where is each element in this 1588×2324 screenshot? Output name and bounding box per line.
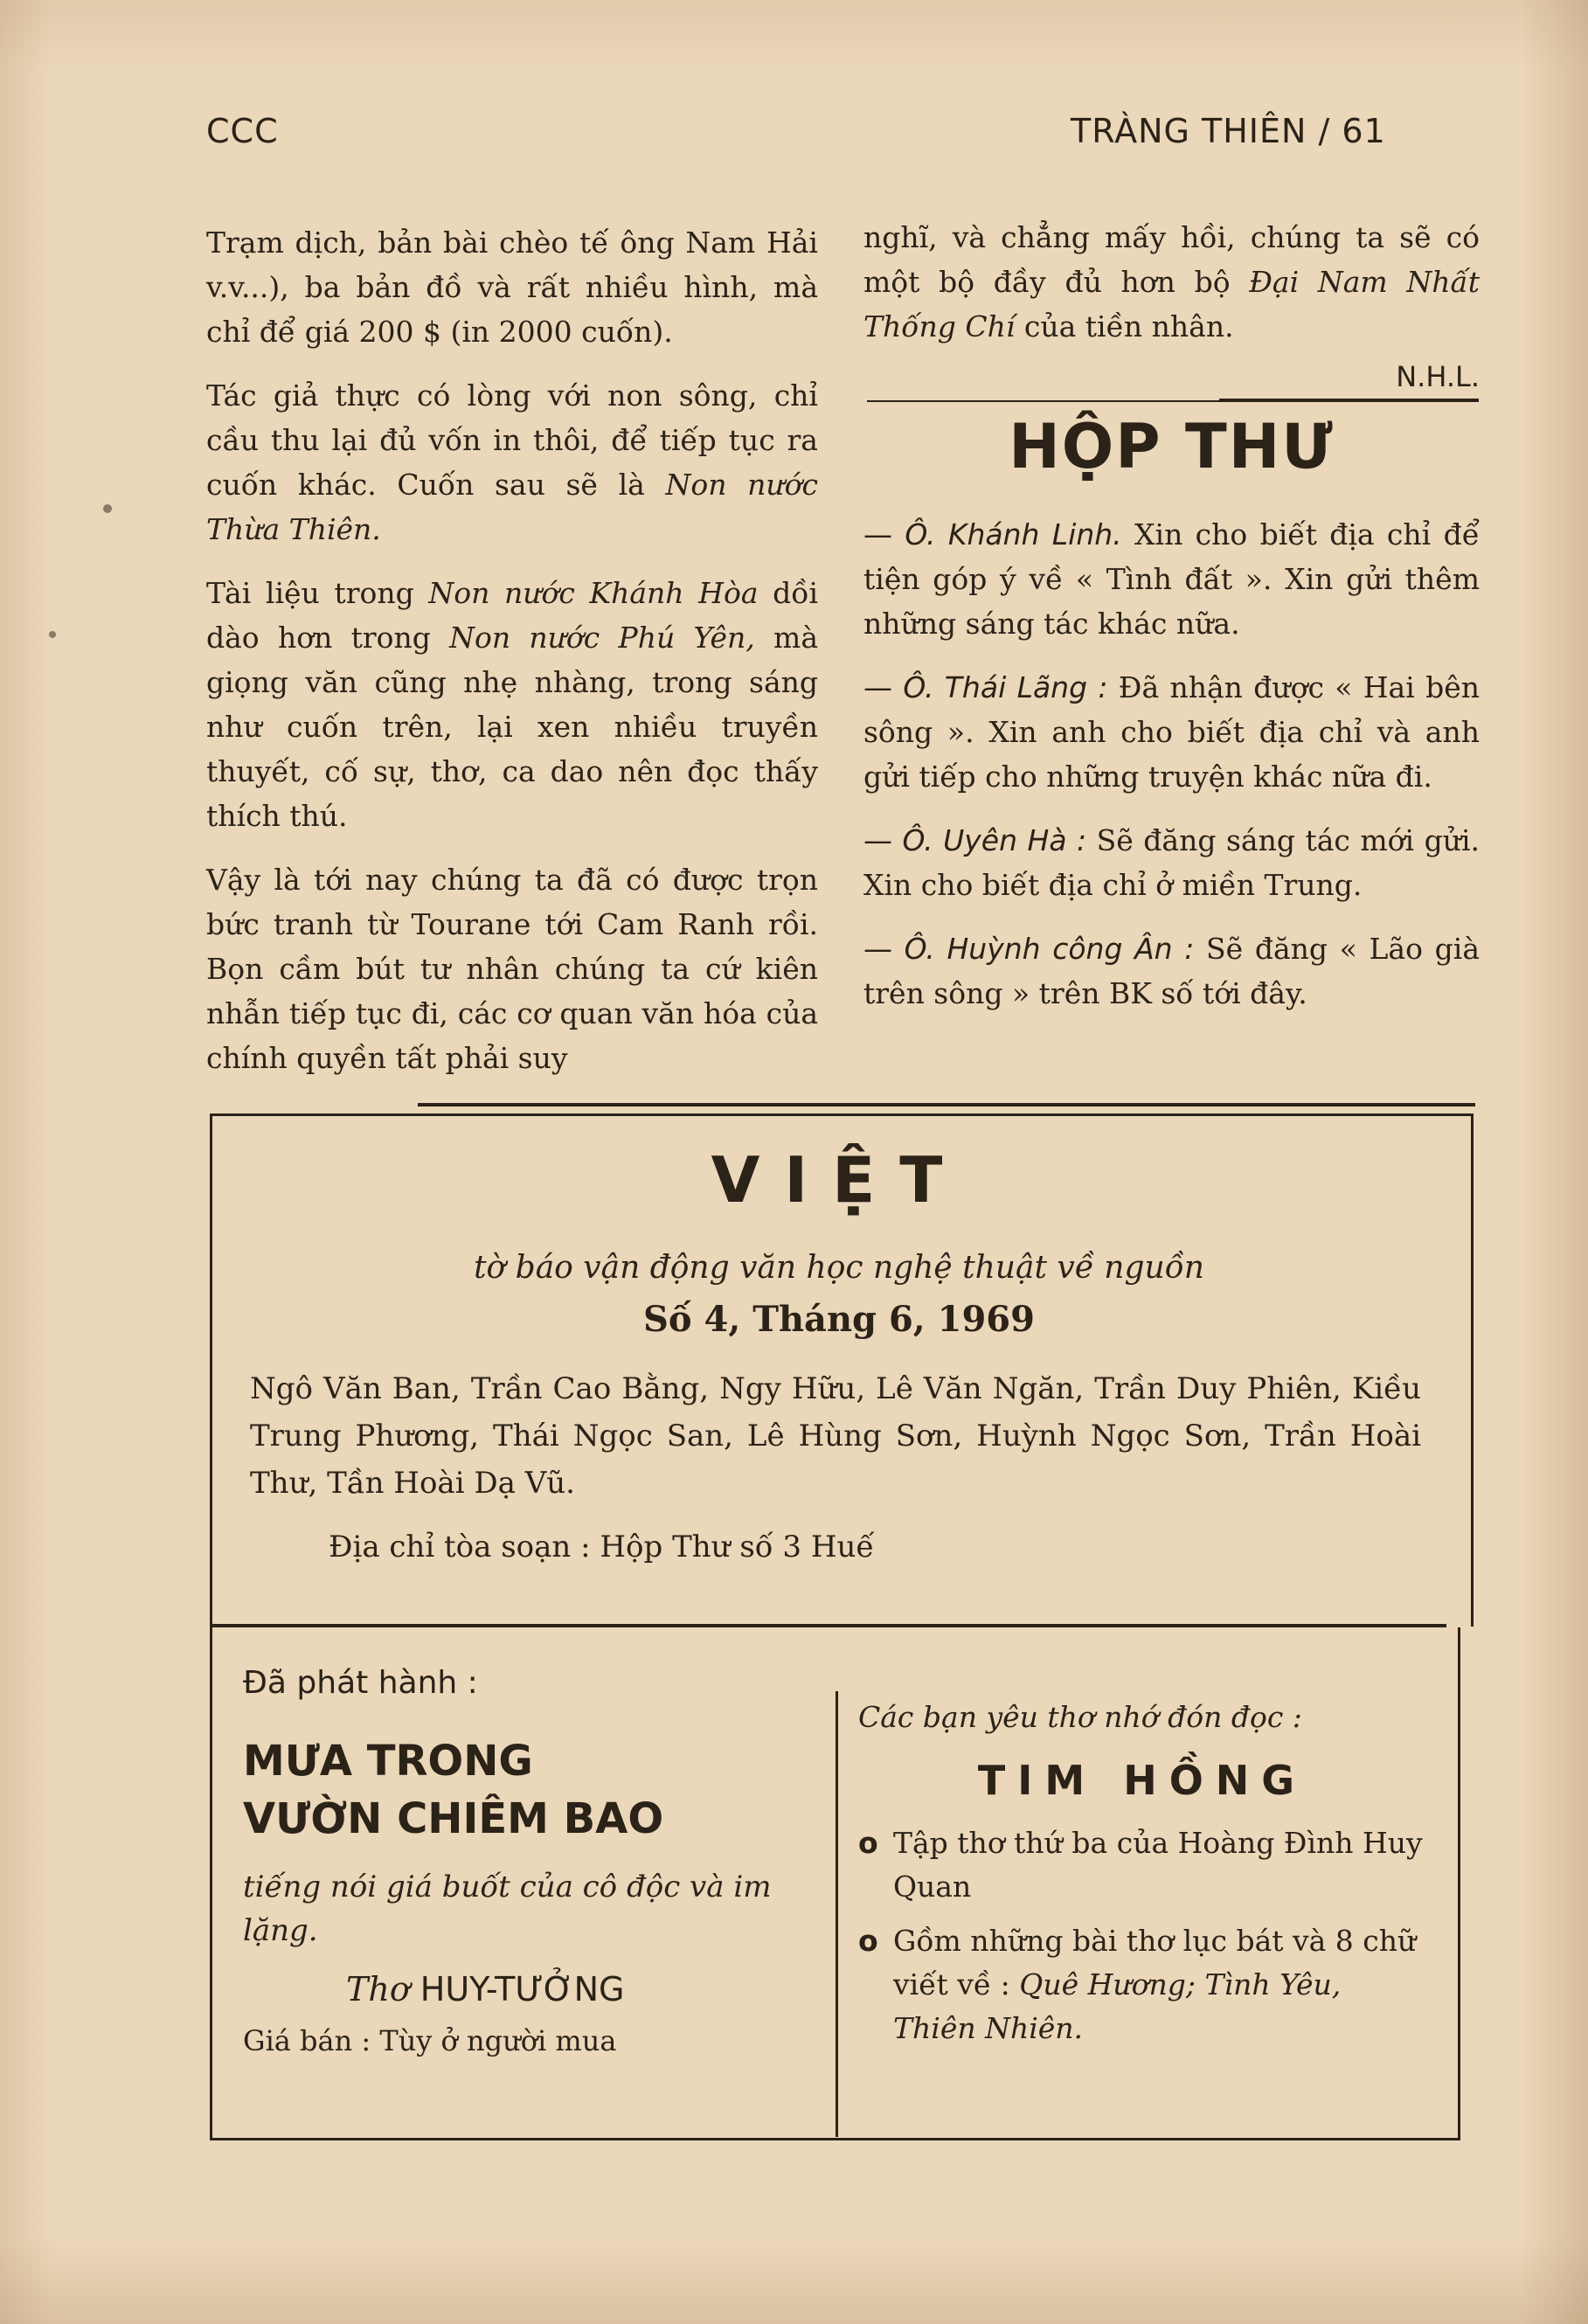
page-header-left: CCC bbox=[206, 112, 279, 150]
book-description: tiếng nói giá buốt của cô độc và im lặng. bbox=[243, 1870, 772, 1948]
poetry-ad bbox=[858, 1700, 1426, 2061]
list-item-text: Tập thơ thứ ba của Hoàng Đình Huy Quan bbox=[893, 1826, 1423, 1904]
entry-recipient-name: Ô. Uyên Hà : bbox=[902, 823, 1087, 857]
right-article-column bbox=[863, 215, 1480, 394]
author-prefix: Thơ bbox=[346, 1970, 410, 2008]
left-p3-text-a: Tài liệu trong bbox=[206, 576, 429, 610]
entry-text: Sẽ đăng sáng tác mới gửi. Xin cho biết địa chỉ ở miền Trung. bbox=[863, 823, 1480, 902]
entry-dash: — bbox=[863, 823, 903, 857]
viet-authors: Ngô Văn Ban, Trần Cao Bằng, Ngy Hữu, Lê Văn Ngăn, Trần Duy Phiên, Kiều Trung Phương, Thái Ngọc San, Lê Hùng Sơn, Huỳnh Ngọc Sơn, Trần Hoài Thư, Tần Hoài Dạ Vũ. bbox=[250, 1371, 1421, 1501]
entry-recipient-name: Ô. Huỳnh công Ân : bbox=[904, 932, 1195, 966]
hop-thu-entry-2 bbox=[863, 665, 1480, 799]
right-p1-book-title: Đại Nam Nhất Thống Chí bbox=[863, 265, 1480, 343]
viet-title: VIỆT bbox=[711, 1143, 967, 1217]
viet-address: Địa chỉ tòa soạn : Hộp Thư số 3 Huế bbox=[329, 1530, 875, 1564]
list-item-topics: Quê Hương; Tình Yêu, Thiên Nhiên. bbox=[893, 1967, 1342, 2045]
hop-thu-entries bbox=[863, 512, 1480, 1035]
hop-thu-heading: HỘP THƯ bbox=[1009, 411, 1335, 482]
left-p2-book-title: Non nước Thừa Thiên. bbox=[206, 468, 819, 546]
left-p3-text-c: dồi dào hơn trong bbox=[206, 576, 819, 655]
viet-subtitle: tờ báo vận động văn học nghệ thuật về nguồn bbox=[474, 1250, 1204, 1286]
paper-speck bbox=[49, 631, 56, 638]
book-price: Giá bán : Tùy ở người mua bbox=[243, 2024, 617, 2057]
left-paragraph-4: Vậy là tới nay chúng ta đã có được trọn bức tranh từ Tourane tới Cam Ranh rồi. Bọn cầm bút tư nhân chúng ta cứ kiên nhẫn tiếp tục đi, các cơ quan văn hóa của chính quyền tất phải suy bbox=[206, 863, 818, 1075]
entry-dash: — bbox=[863, 932, 905, 966]
right-paragraph-1 bbox=[863, 215, 1480, 349]
list-item bbox=[858, 1919, 1426, 2050]
poetry-details-list bbox=[858, 1821, 1426, 2050]
hop-thu-top-rule-thick bbox=[1219, 399, 1479, 402]
entry-text: Xin cho biết địa chỉ để tiện góp ý về « Tình đất ». Xin gửi thêm những sáng tác khác nữa. bbox=[863, 517, 1480, 641]
book-ad bbox=[243, 1665, 794, 2057]
viet-issue: Số 4, Tháng 6, 1969 bbox=[643, 1299, 1035, 1340]
left-p3-book-khanh-hoa: Non nước Khánh Hòa bbox=[428, 576, 759, 610]
paper-speck bbox=[103, 504, 112, 513]
entry-recipient-name: Ô. Thái Lãng : bbox=[903, 670, 1108, 704]
hop-thu-entry-3 bbox=[863, 818, 1480, 907]
left-article-column bbox=[206, 220, 818, 1100]
poetry-intro: Các bạn yêu thơ nhớ đón đọc : bbox=[858, 1700, 1302, 1734]
hop-thu-entry-4 bbox=[863, 926, 1480, 1016]
left-p2-text: Tác giả thực có lòng với non sông, chỉ cầu thu lại đủ vốn in thôi, để tiếp tục ra cuốn khác. Cuốn sau sẽ là bbox=[206, 378, 818, 502]
book-title-line-2: VƯỜN CHIÊM BAO bbox=[243, 1794, 664, 1843]
book-author bbox=[243, 1970, 794, 2008]
entry-recipient-name: Ô. Khánh Linh. bbox=[905, 517, 1122, 552]
article-signature: N.H.L. bbox=[1396, 360, 1480, 393]
left-p3-book-phu-yen: Non nước Phú Yên, bbox=[449, 621, 755, 655]
list-item bbox=[858, 1821, 1426, 1909]
entry-dash: — bbox=[863, 517, 905, 552]
right-p1-text-c: của tiền nhân. bbox=[1015, 309, 1234, 343]
left-paragraph-3 bbox=[206, 571, 818, 838]
bullet-circle-icon: o bbox=[858, 1826, 878, 1860]
columns-bottom-rule bbox=[418, 1103, 1475, 1107]
book-title-line-1: MƯA TRONG bbox=[243, 1737, 533, 1786]
entry-dash: — bbox=[863, 670, 904, 704]
entry-text: Đã nhận được « Hai bên sông ». Xin anh cho biết địa chỉ và anh gửi tiếp cho những truyện khác nữa đi. bbox=[863, 670, 1480, 794]
left-paragraph-2 bbox=[206, 373, 818, 552]
list-item-text: Gồm những bài thơ lục bát và 8 chữ viết về : bbox=[893, 1924, 1417, 2001]
right-p1-text-a: nghĩ, và chẳng mấy hồi, chúng ta sẽ có một bộ đầy đủ hơn bộ bbox=[863, 220, 1480, 299]
hop-thu-entry-1 bbox=[863, 512, 1480, 646]
poetry-title: TIM HỒNG bbox=[977, 1757, 1307, 1804]
book-title bbox=[243, 1732, 794, 1848]
page-header-right: TRÀNG THIÊN / 61 bbox=[1071, 112, 1386, 150]
left-p3-text-e: mà giọng văn cũng nhẹ nhàng, trong sáng như cuốn trên, lại xen nhiều truyền thuyết, cố sự, thơ, ca dao nên đọc thấy thích thú. bbox=[206, 621, 818, 833]
bullet-circle-icon: o bbox=[858, 1924, 878, 1958]
entry-text: Sẽ đăng « Lão già trên sông » trên BK số tới đây. bbox=[863, 932, 1480, 1010]
bottom-ads-divider bbox=[836, 1691, 838, 2137]
left-paragraph-1: Trạm dịch, bản bài chèo tế ông Nam Hải v.v...), ba bản đồ và rất nhiều hình, mà chỉ để giá 200 $ (in 2000 cuốn). bbox=[206, 225, 818, 349]
author-name: HUY-TƯỞNG bbox=[420, 1970, 625, 2008]
released-label: Đã phát hành : bbox=[243, 1665, 478, 1701]
